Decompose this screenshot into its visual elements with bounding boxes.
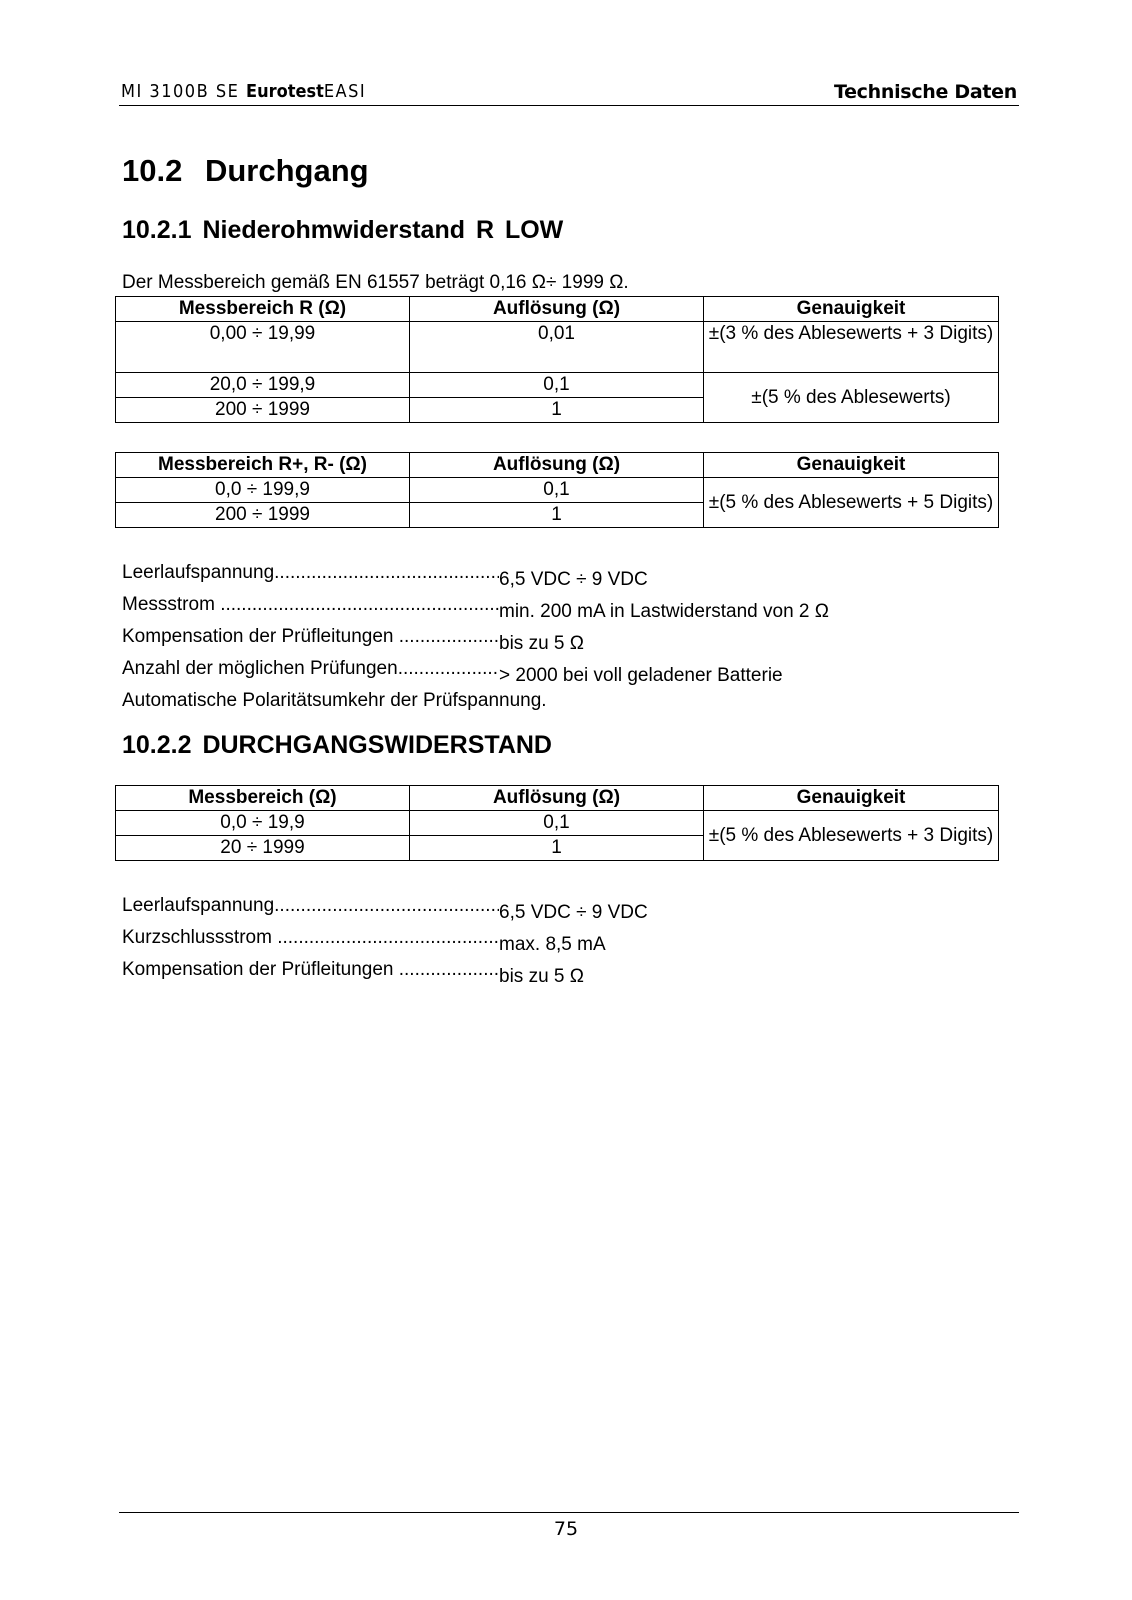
table-row [116, 811, 999, 836]
continuity-spec-list [122, 893, 648, 989]
table-cell: 20 ÷ 1999 [116, 836, 410, 861]
table-cell: 0,1 [410, 811, 704, 836]
table-header-row [116, 297, 999, 322]
rplus-rminus-table [115, 452, 999, 528]
spec-row [122, 656, 829, 688]
table-header: Auflösung (Ω) [410, 297, 704, 322]
header-section: Technische Daten [833, 81, 1017, 103]
table-cell: ±(3 % des Ablesewerts + 3 Digits) [704, 322, 999, 373]
spec-value: max. 8,5 mA [499, 934, 606, 955]
table-header: Genauigkeit [704, 786, 999, 811]
spec-label: Kurzschlussstrom ..... [122, 925, 499, 950]
table-cell: 0,01 [410, 322, 704, 373]
table-header-row [116, 786, 999, 811]
header-model-suffix: EASI [323, 81, 367, 102]
header-model-prefix: MI 3100B SE [121, 81, 246, 102]
table-header-row [116, 453, 999, 478]
header-model [121, 81, 366, 102]
table-row [116, 478, 999, 503]
spec-label: Kompensation der Prüfleitungen ..... [122, 624, 499, 649]
table-cell: 200 ÷ 1999 [116, 503, 410, 528]
spec-value: bis zu 5 Ω [499, 633, 584, 654]
table-header: Auflösung (Ω) [410, 453, 704, 478]
spec-label: Messstrom ..... [122, 592, 499, 617]
table-cell: ±(5 % des Ablesewerts) [704, 373, 999, 423]
table-header: Messbereich R (Ω) [116, 297, 410, 322]
rlow-spec-list [122, 560, 829, 713]
spec-value: 6,5 VDC ÷ 9 VDC [499, 902, 648, 923]
table-header: Messbereich R+, R- (Ω) [116, 453, 410, 478]
spec-value: bis zu 5 Ω [499, 966, 584, 987]
spec-value: 6,5 VDC ÷ 9 VDC [499, 569, 648, 590]
table-header: Messbereich (Ω) [116, 786, 410, 811]
table-cell: ±(5 % des Ablesewerts + 5 Digits) [704, 478, 999, 528]
subsection-title-rlow: 10.2.1 Niederohmwiderstand R LOW [122, 216, 564, 244]
page-header [119, 78, 1019, 106]
spec-row [122, 893, 648, 925]
table-row [116, 322, 999, 373]
table-header: Genauigkeit [704, 453, 999, 478]
table-cell: 0,1 [410, 373, 704, 398]
table-cell: 1 [410, 836, 704, 861]
spec-row [122, 957, 648, 989]
section-title: 10.2 Durchgang [122, 153, 369, 188]
spec-row [122, 592, 829, 624]
spec-row [122, 560, 829, 592]
spec-value: > 2000 bei voll geladener Batterie [499, 665, 783, 686]
spec-row [122, 925, 648, 957]
subsection-title-continuity: 10.2.2 DURCHGANGSWIDERSTAND [122, 731, 552, 759]
table-cell: 20,0 ÷ 199,9 [116, 373, 410, 398]
page-number: 75 [553, 1518, 579, 1540]
table-cell: 1 [410, 503, 704, 528]
spec-label: Leerlaufspannung ..... [122, 560, 499, 585]
table-cell: 0,0 ÷ 19,9 [116, 811, 410, 836]
table-cell: 0,00 ÷ 19,99 [116, 322, 410, 373]
spec-label: Leerlaufspannung ..... [122, 893, 499, 918]
table-cell: 1 [410, 398, 704, 423]
table-header: Auflösung (Ω) [410, 786, 704, 811]
spec-label: Anzahl der möglichen Prüfungen ..... [122, 656, 499, 681]
intro-text: Der Messbereich gemäß EN 61557 beträgt 0,16 Ω÷ 1999 Ω. [122, 272, 629, 293]
rlow-table [115, 296, 999, 423]
spec-label: Kompensation der Prüfleitungen ..... [122, 957, 499, 982]
spec-note: Automatische Polaritätsumkehr der Prüfspannung. [122, 690, 547, 711]
table-cell: 0,0 ÷ 199,9 [116, 478, 410, 503]
table-cell: 200 ÷ 1999 [116, 398, 410, 423]
footer-divider [119, 1512, 1019, 1513]
continuity-table [115, 785, 999, 861]
spec-value: min. 200 mA in Lastwiderstand von 2 Ω [499, 601, 829, 622]
table-header: Genauigkeit [704, 297, 999, 322]
table-row [116, 373, 999, 398]
header-model-bold: Eurotest [246, 81, 324, 102]
table-cell: ±(5 % des Ablesewerts + 3 Digits) [704, 811, 999, 861]
table-cell: 0,1 [410, 478, 704, 503]
spec-row [122, 624, 829, 656]
